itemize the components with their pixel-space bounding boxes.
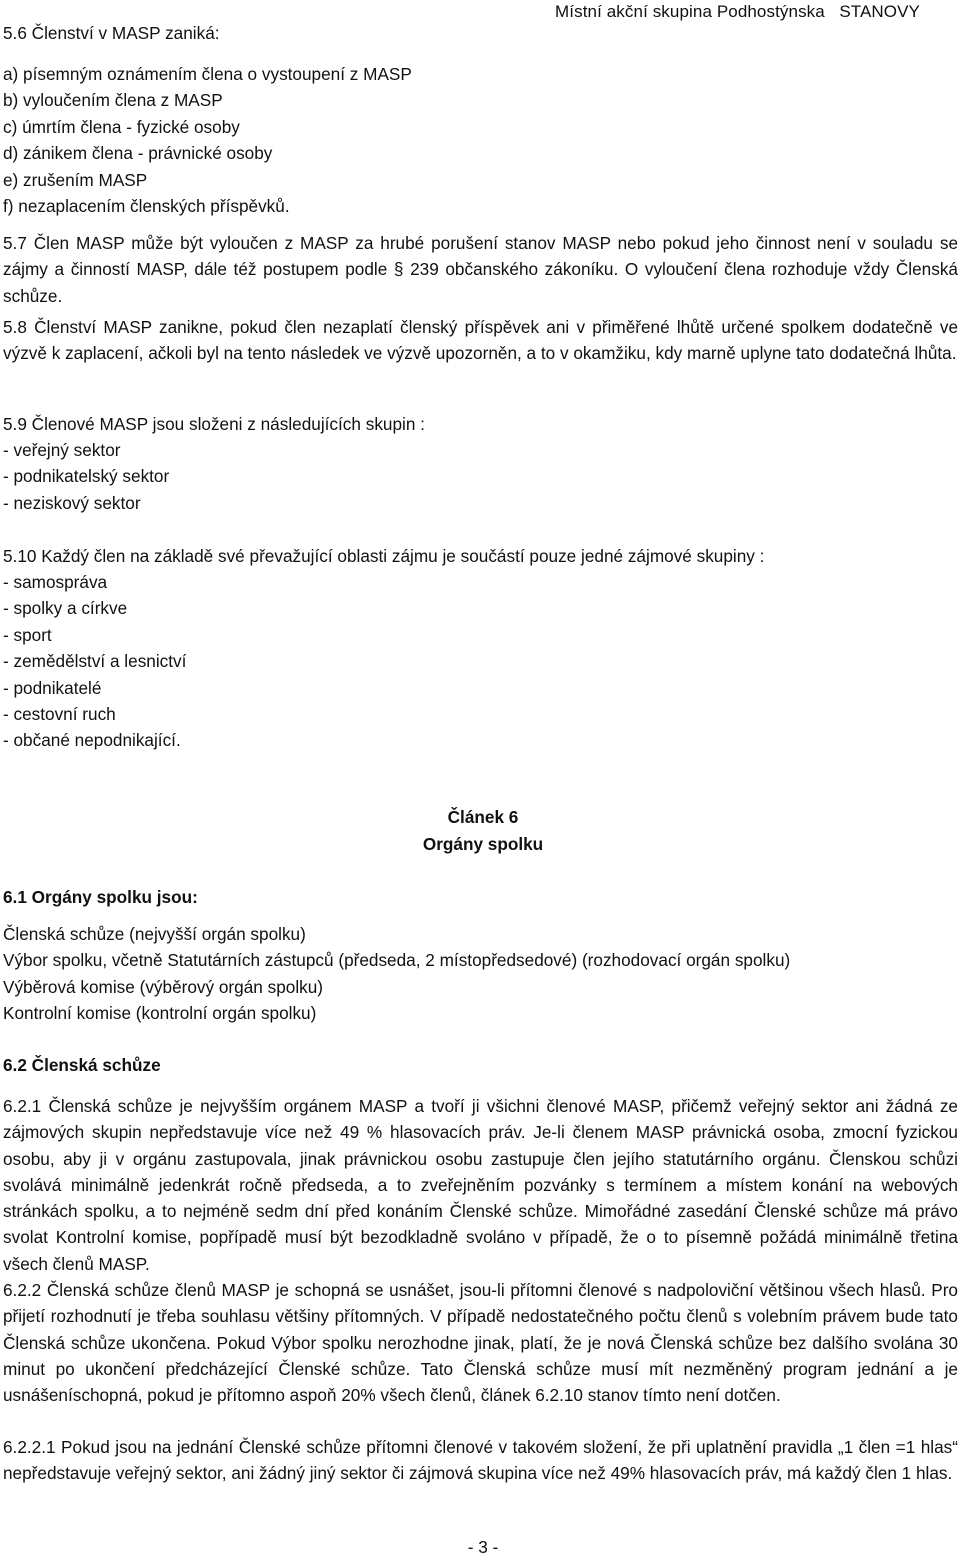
list-item: - občané nepodnikající.	[3, 730, 181, 751]
section-6-1-heading: 6.1 Orgány spolku jsou:	[3, 887, 198, 907]
running-header	[555, 2, 920, 22]
list-item: - samospráva	[3, 572, 108, 592]
section-5-10-list	[3, 569, 186, 754]
header-title: Místní akční skupina Podhostýnska	[555, 2, 825, 21]
section-5-9-list	[3, 437, 169, 516]
list-item: d) zánikem člena - právnické osoby	[3, 143, 273, 164]
list-item: - zemědělství a lesnictví	[3, 651, 187, 672]
list-item: a) písemným oznámením člena o vystoupení z MASP	[3, 64, 412, 84]
list-item: - cestovní ruch	[3, 704, 116, 725]
header-subtitle: STANOVY	[839, 2, 920, 21]
section-6-1-list	[3, 921, 790, 1027]
list-item: - neziskový sektor	[3, 492, 141, 513]
section-5-6-heading: 5.6 Členství v MASP zaniká:	[3, 23, 220, 43]
list-item: - spolky a církve	[3, 598, 128, 619]
page-number: - 3 -	[467, 1537, 499, 1557]
list-item: Členská schůze (nejvyšší orgán spolku)	[3, 924, 306, 944]
article-6-subtitle: Orgány spolku	[422, 834, 544, 854]
section-6-2-heading: 6.2 Členská schůze	[3, 1055, 161, 1075]
section-5-7-paragraph: 5.7 Člen MASP může být vyloučen z MASP za hrubé porušení stanov MASP nebo pokud jeho činnost není v souladu se zájmy a činností MASP, dále též postupem podle § 239 občanského zákoníku. O vyloučení člena rozhoduje vždy Členská schůze.	[3, 233, 958, 306]
section-5-8-paragraph: 5.8 Členství MASP zanikne, pokud člen nezaplatí členský příspěvek ani v přiměřené lhůtě určené spolkem dodatečně ve výzvě k zaplacení, ačkoli byl na tento následek ve výzvě upozorněn, a to v okamžiku, kdy marně uplyne tato dodatečná lhůta.	[3, 317, 958, 364]
list-item: f) nezaplacením členských příspěvků.	[3, 196, 290, 217]
section-5-9-heading: 5.9 Členové MASP jsou složeni z následujících skupin :	[3, 414, 425, 434]
list-item: e) zrušením MASP	[3, 169, 148, 190]
section-5-6-list	[3, 61, 412, 219]
list-item: Výbor spolku, včetně Statutárních zástupců (předseda, 2 místopředsedové) (rozhodovací orgán spolku)	[3, 950, 791, 971]
list-item: c) úmrtím člena - fyzické osoby	[3, 116, 240, 137]
section-5-10-heading: 5.10 Každý člen na základě své převažující oblasti zájmu je součástí pouze jedné zájmové skupiny :	[3, 546, 765, 566]
list-item: - podnikatelé	[3, 677, 102, 698]
list-item: Výběrová komise (výběrový orgán spolku)	[3, 976, 324, 997]
section-6-2-1-paragraph: 6.2.1 Členská schůze je nejvyšším orgánem MASP a tvoří ji všichni členové MASP, přičemž veřejný sektor ani žádná ze zájmových skupin nepředstavuje více než 49 % hlasovacích práv. Je-li členem MASP právnická osoba, zmocní fyzickou osobu, aby ji v orgánu zastupovala, jinak právnickou osobu zastupuje člen jejího statutárního orgánu. Členskou schůzi svolává minimálně jedenkrát ročně předseda, a to zveřejněním pozvánky s termínem a místem konání na webových stránkách spolku, a to nejméně sedm dní před konáním Členské schůze. Mimořádné zasedání Členské schůze má právo svolat Kontrolní komise, popřípadě musí být bezodkladně svoláno v případě, že o to písemně požádá minimálně třetina všech členů MASP.	[3, 1096, 958, 1274]
list-item: - sport	[3, 624, 52, 645]
list-item: - veřejný sektor	[3, 440, 121, 460]
section-6-2-2-paragraph: 6.2.2 Členská schůze členů MASP je schopná se usnášet, jsou-li přítomni členové s nadpoloviční většinou všech hlasů. Pro přijetí rozhodnutí je třeba souhlasu většiny přítomných. V případě nedostatečného počtu členů s volebním právem bude tato Členská schůze ukončena. Pokud Výbor spolku nerozhodne jinak, platí, že je nová Členská schůze bez dalšího svolána 30 minut po ukončení předcházející Členské schůze. Tato Členská schůze musí mít nezměněný program jednání a je usnášeníschopná, pokud je přítomno aspoň 20% všech členů, článek 6.2.10 stanov tímto není dotčen.	[3, 1280, 958, 1406]
section-6-2-2-1-paragraph: 6.2.2.1 Pokud jsou na jednání Členské schůze přítomni členové v takovém složení, že při uplatnění pravidla „1 člen =1 hlas“ nepředstavuje veřejný sektor, ani žádný jiný sektor či zájmová skupina více než 49% hlasovacích práv, má každý člen 1 hlas.	[3, 1437, 958, 1484]
article-6-title: Článek 6	[447, 807, 519, 827]
list-item: - podnikatelský sektor	[3, 466, 170, 487]
list-item: Kontrolní komise (kontrolní orgán spolku)	[3, 1003, 317, 1024]
list-item: b) vyloučením člena z MASP	[3, 90, 223, 111]
